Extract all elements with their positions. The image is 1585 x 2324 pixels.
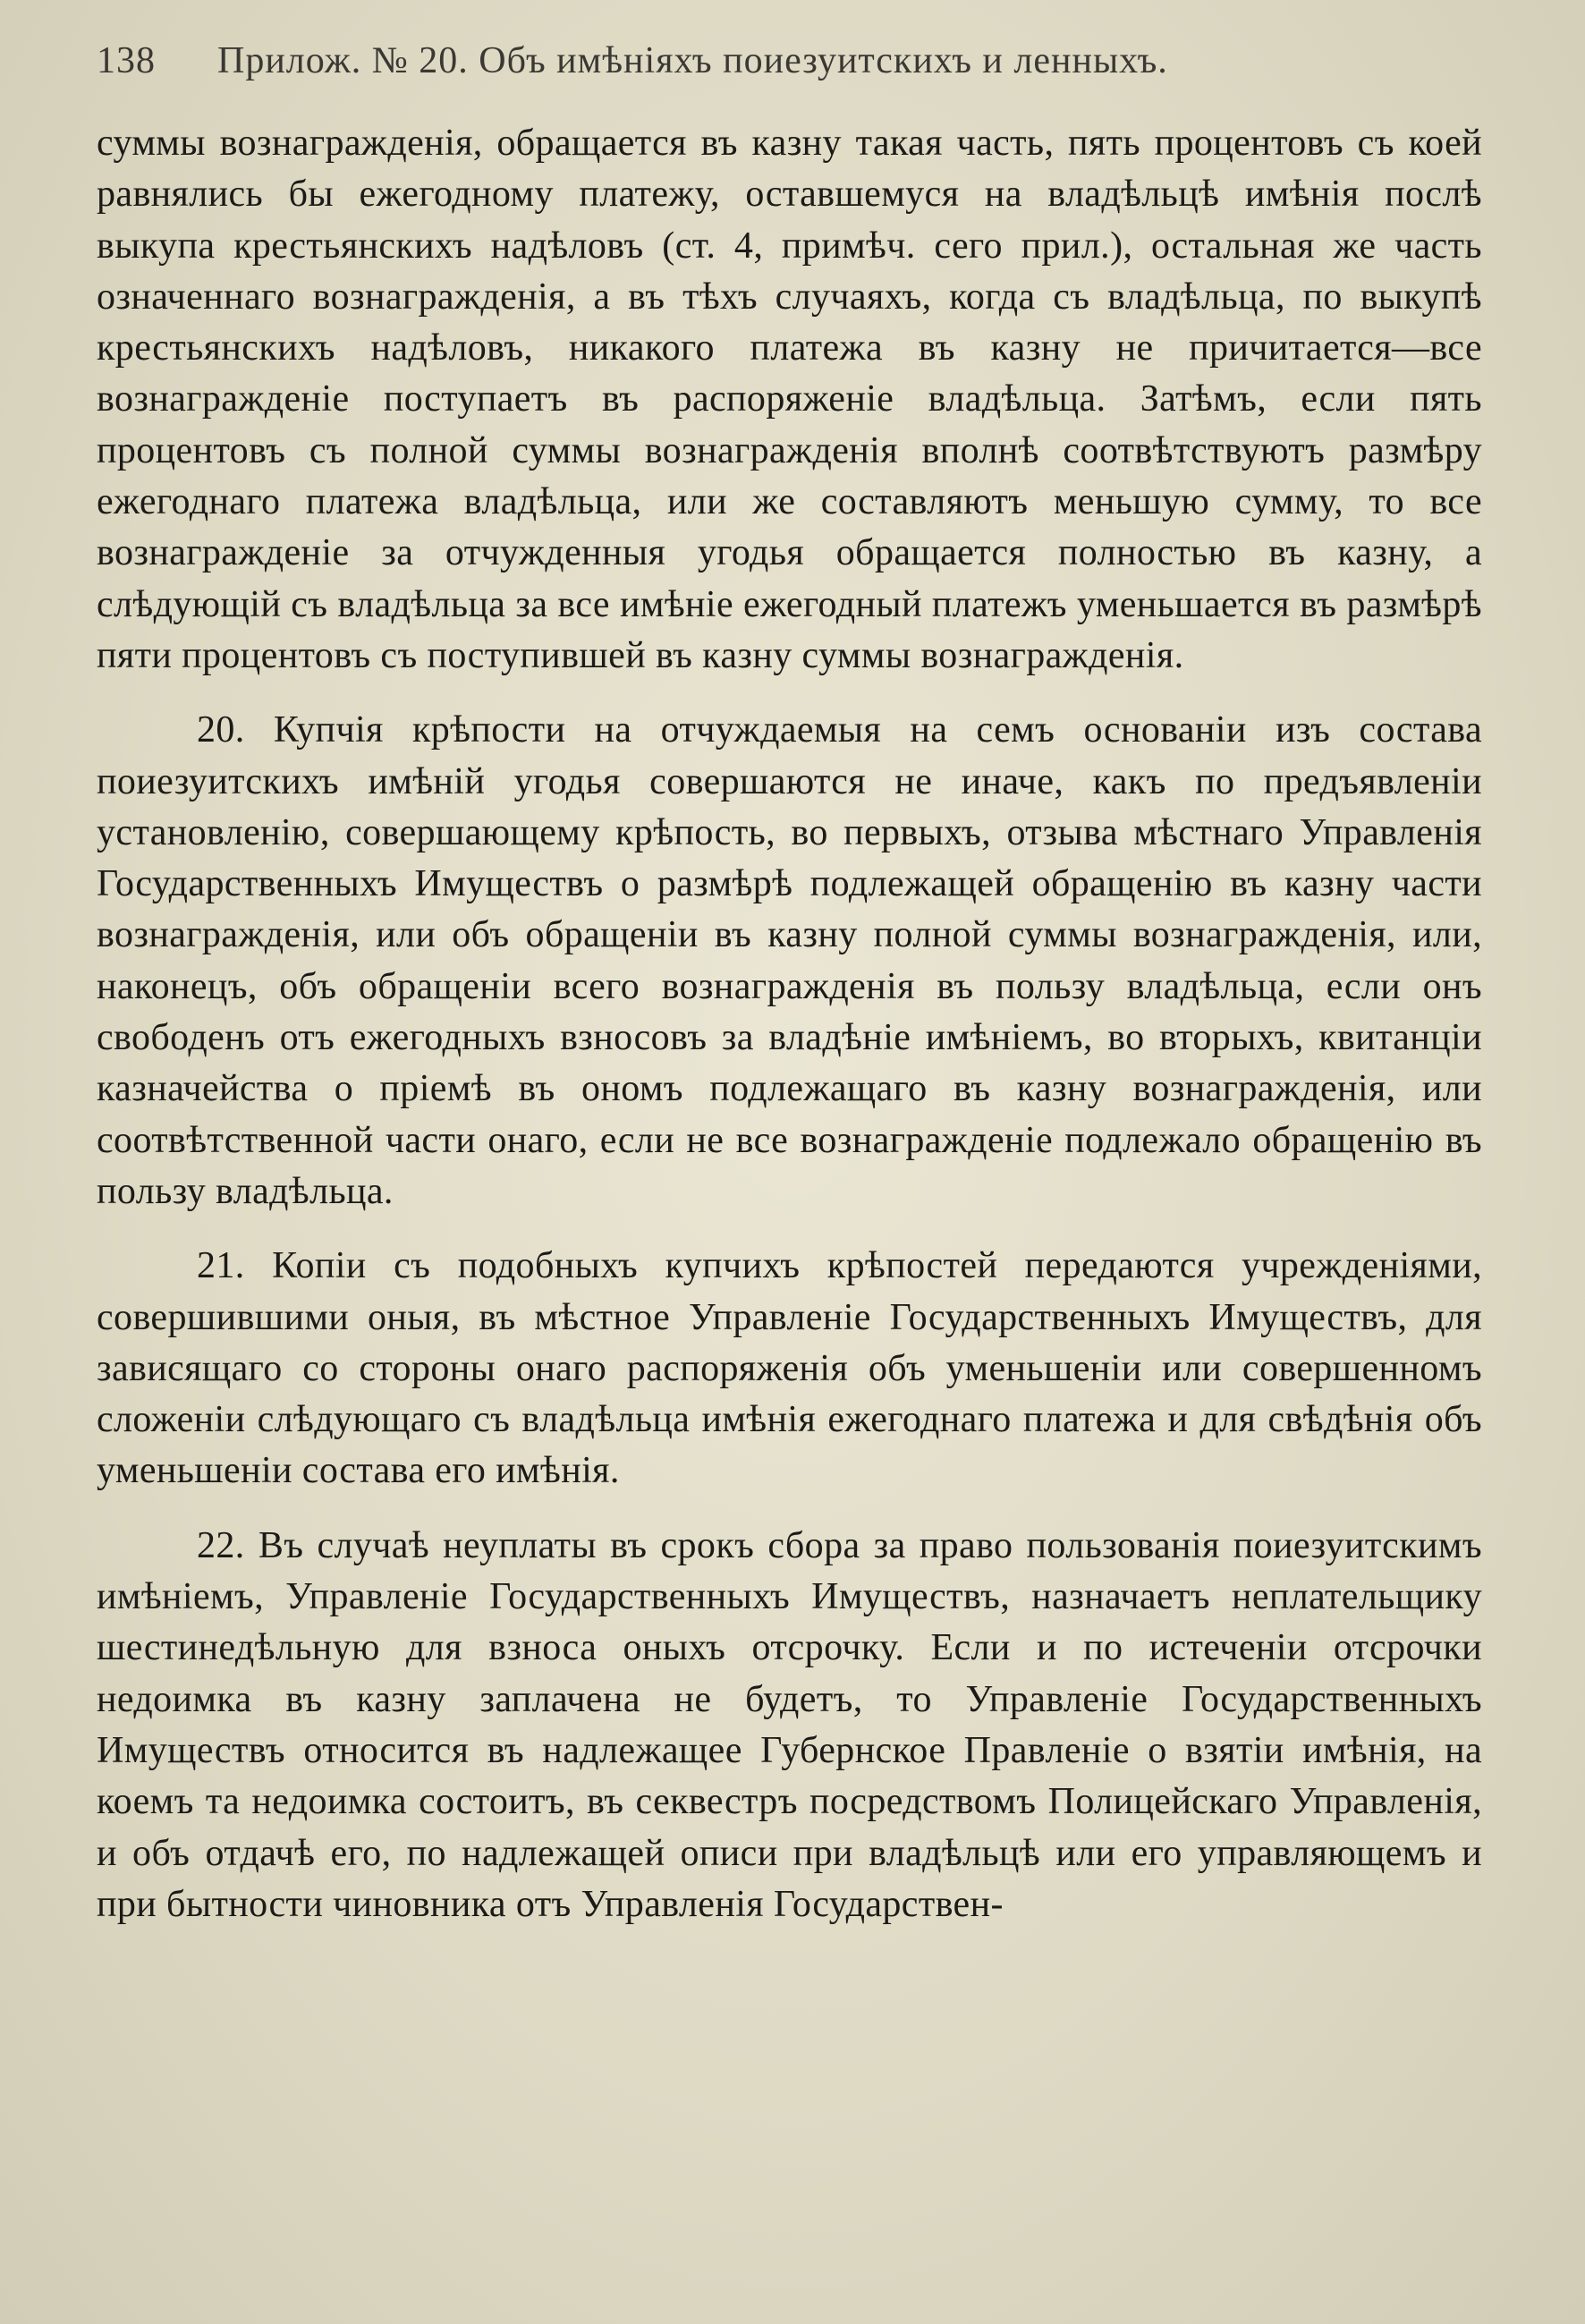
- paragraph-text: Купчія крѣпости на отчуждаемыя на семъ основаніи изъ состава поиезуитскихъ имѣній угодья совершаются не иначе, какъ по предъявленіи установленію, совершающему крѣпость, во первыхъ, отзыва мѣстнаго Управленія Государственныхъ Имуществъ о размѣрѣ подлежащей обращенію въ казну части вознагражденія, или объ обращеніи въ казну полной суммы вознагражденія, или, наконецъ, объ обращеніи всего вознагражденія въ пользу владѣльца, если онъ свободенъ отъ ежегодныхъ взносовъ за владѣніе имѣніемъ, во вторыхъ, квитанціи казначейства о пріемѣ въ ономъ подлежащаго въ казну вознагражденія, или соотвѣтственной части онаго, если не все вознагражденіе подлежало обращенію въ пользу владѣльца.: [97, 709, 1482, 1212]
- paragraph-text: суммы вознагражденія, обращается въ казну такая часть, пять процентовъ съ коей равнялись бы ежегодному платежу, оставшемуся на владѣльцѣ имѣнія послѣ выкупа крестьянскихъ надѣловъ (ст. 4, примѣч. сего прил.), остальная же часть означеннаго вознагражденія, а въ тѣхъ случаяхъ, когда съ владѣльца, по выкупѣ крестьянскихъ надѣловъ, никакого платежа въ казну не причитается—все вознагражденіе поступаетъ въ распоряженіе владѣльца. Затѣмъ, если пять процентовъ съ полной суммы вознагражденія вполнѣ соотвѣтствуютъ размѣру ежегоднаго платежа владѣльца, или же составляютъ меньшую сумму, то все вознагражденіе за отчужденныя угодья обращается полностью въ казну, а слѣдующій съ владѣльца за все имѣніе ежегодный платежъ уменьшается въ размѣрѣ пяти процентовъ съ поступившей въ казну суммы вознагражденія.: [97, 123, 1482, 676]
- paragraph-text: Копіи съ подобныхъ купчихъ крѣпостей передаются учрежденіями, совершившими оныя, въ мѣстное Управленіе Государственныхъ Имуществъ, для зависящаго со стороны онаго распоряженія объ уменьшеніи или совершенномъ сложеніи слѣдующаго съ владѣльца имѣнія ежегоднаго платежа и для свѣдѣнія объ уменьшеніи состава его имѣнія.: [97, 1245, 1482, 1492]
- article-number: 21.: [197, 1245, 245, 1287]
- article-20: [97, 705, 1482, 1217]
- paragraph-continued: [97, 118, 1482, 682]
- running-head-title: Прилож. № 20. Объ имѣніяхъ поиезуитскихъ и ленныхъ.: [217, 40, 1168, 81]
- page-number: 138: [97, 40, 156, 81]
- article-21: [97, 1241, 1482, 1497]
- article-number: 22.: [197, 1524, 245, 1566]
- article-22: [97, 1521, 1482, 1930]
- body-text: [97, 118, 1482, 1930]
- running-head: [97, 34, 1482, 88]
- article-number: 20.: [197, 709, 245, 751]
- paragraph-text: Въ случаѣ неуплаты въ срокъ сбора за право пользованія поиезуитскимъ имѣніемъ, Управленіе Государственныхъ Имуществъ, назначаетъ неплательщику шестинедѣльную для взноса оныхъ отсрочку. Если и по истеченіи отсрочки недоимка въ казну заплачена не будетъ, то Управленіе Государственныхъ Имуществъ относится въ надлежащее Губернское Правленіе о взятіи имѣнія, на коемъ та недоимка состоитъ, въ секвестръ посредствомъ Полицейскаго Управленія, и объ отдачѣ его, по надлежащей описи при владѣльцѣ или его управляющемъ и при бытности чиновника отъ Управленія Государствен-: [97, 1524, 1482, 1925]
